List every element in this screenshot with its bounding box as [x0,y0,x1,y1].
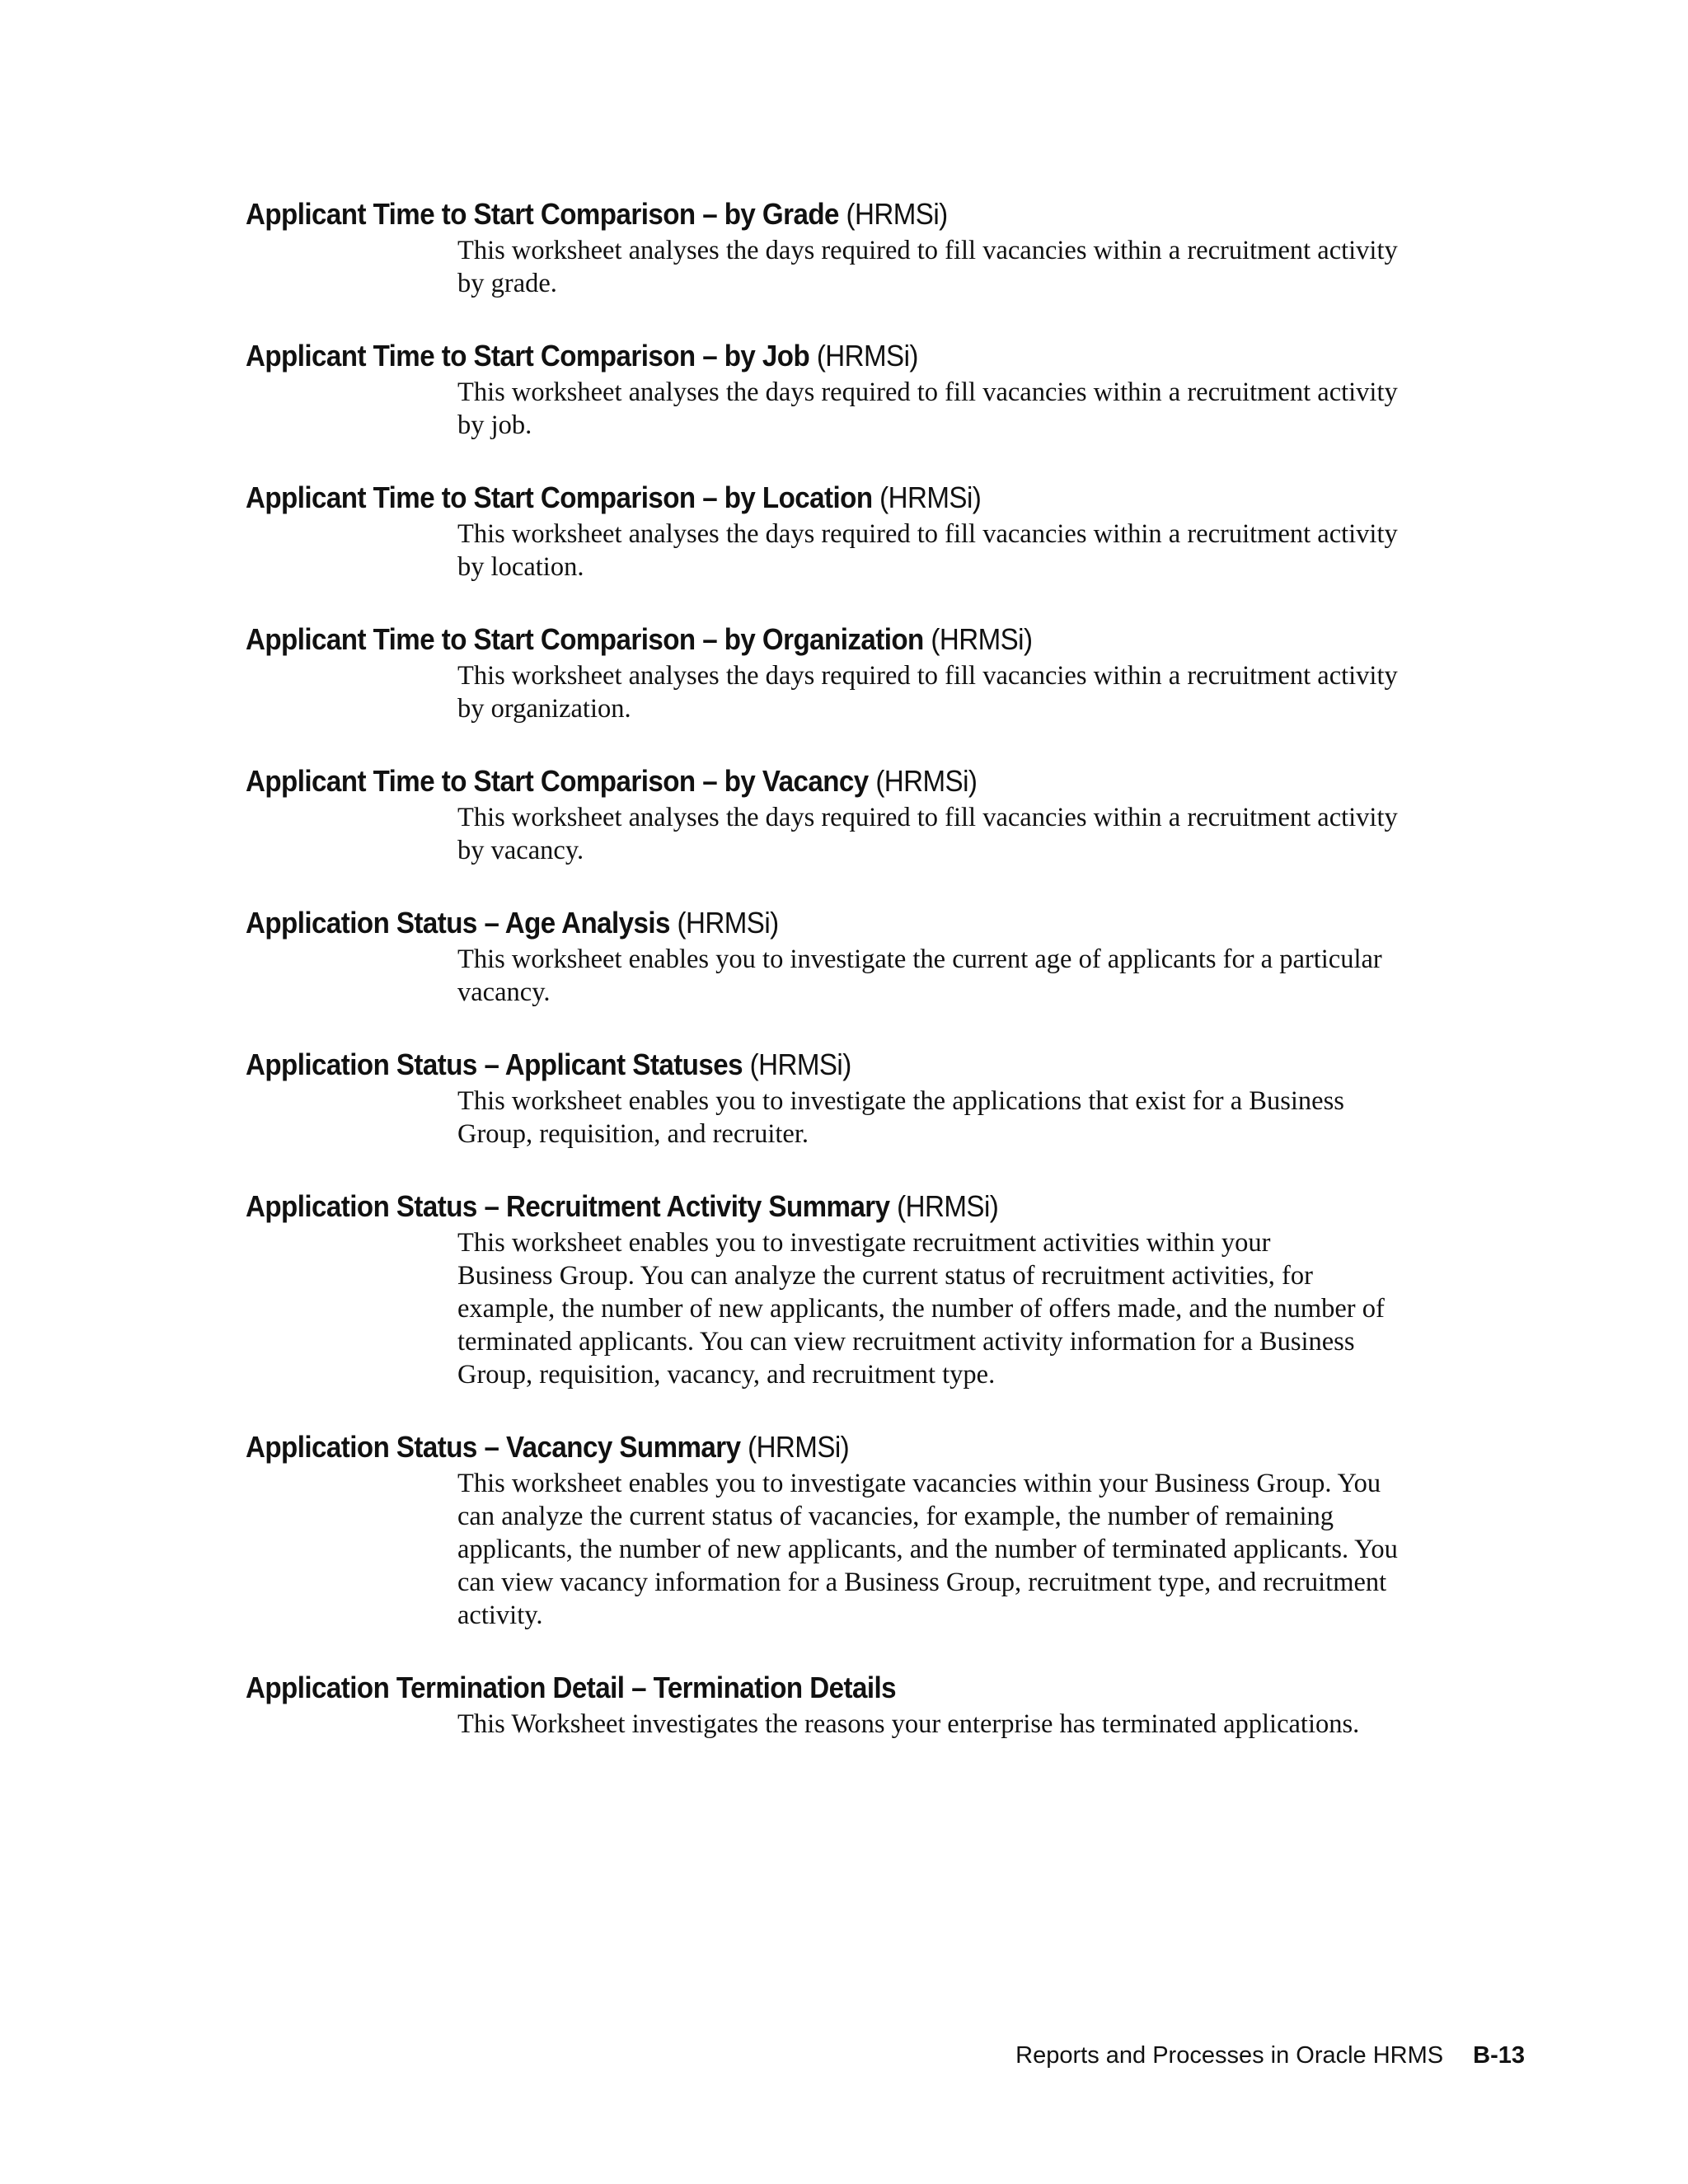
worksheet-title [246,903,1428,943]
worksheet-description [457,1226,1688,1391]
worksheet-tag: (HRMSi) [742,1047,851,1081]
worksheet-name: Application Status – Vacancy Summary [246,1430,741,1464]
worksheet-description [457,801,1688,867]
description-line: This worksheet enables you to investigate recruitment activities within your [457,1228,1271,1258]
worksheet-title [246,1668,1428,1708]
description-line: by job. [457,410,532,440]
description-line: This worksheet enables you to investigate the applications that exist for a Business [457,1086,1344,1116]
description-line: by grade. [457,269,557,298]
description-line: example, the number of new applicants, the number of offers made, and the number of [457,1294,1385,1324]
worksheet-description [457,659,1688,725]
worksheet-entry [246,1187,1531,1391]
worksheet-tag: (HRMSi) [868,764,978,798]
worksheet-name: Application Status – Applicant Statuses [246,1047,743,1081]
page-footer [1015,2041,1525,2070]
worksheet-name: Application Status – Age Analysis [246,906,670,940]
worksheet-entry [246,336,1531,442]
worksheet-title [246,336,1428,376]
worksheet-tag: (HRMSi) [872,480,982,514]
worksheet-list [246,194,1531,1777]
worksheet-title [246,194,1428,234]
description-line: Group, requisition, and recruiter. [457,1119,809,1149]
worksheet-title [246,1427,1428,1467]
worksheet-title [246,762,1428,801]
description-line: Group, requisition, vacancy, and recruitment type. [457,1360,996,1390]
description-line: applicants, the number of new applicants, and the number of terminated applicants. You [457,1535,1398,1564]
worksheet-name: Application Termination Detail – Termination Details [246,1671,897,1704]
description-line: can view vacancy information for a Business Group, recruitment type, and recruitment [457,1568,1387,1597]
worksheet-name: Application Status – Recruitment Activity Summary [246,1189,890,1223]
page-number: B-13 [1473,2042,1525,2069]
description-line: This Worksheet investigates the reasons your enterprise has terminated applications. [457,1709,1360,1739]
description-line: This worksheet analyses the days required to fill vacancies within a recruitment activity [457,377,1398,407]
worksheet-title [246,478,1428,518]
worksheet-name: Applicant Time to Start Comparison – by Organization [246,622,924,656]
description-line: This worksheet analyses the days required to fill vacancies within a recruitment activity [457,519,1398,549]
description-line: This worksheet enables you to investigate vacancies within your Business Group. You [457,1469,1381,1498]
worksheet-description [457,1467,1688,1632]
description-line: This worksheet enables you to investigate the current age of applicants for a particular [457,944,1382,974]
worksheet-entry [246,194,1531,300]
description-line: terminated applicants. You can view recruitment activity information for a Business [457,1327,1355,1357]
worksheet-tag: (HRMSi) [923,622,1033,656]
description-line: by location. [457,552,584,582]
worksheet-tag: (HRMSi) [838,197,948,231]
description-line: Business Group. You can analyze the current status of recruitment activities, for [457,1261,1313,1291]
worksheet-entry [246,762,1531,867]
worksheet-tag: (HRMSi) [669,906,779,940]
footer-section-title: Reports and Processes in Oracle HRMS [1015,2042,1444,2069]
worksheet-entry [246,1427,1531,1632]
description-line: vacancy. [457,977,551,1007]
worksheet-description [457,943,1688,1009]
description-line: can analyze the current status of vacancies, for example, the number of remaining [457,1502,1334,1531]
worksheet-description [457,376,1688,442]
worksheet-description [457,1708,1688,1741]
worksheet-tag: (HRMSi) [740,1430,850,1464]
worksheet-entry [246,1045,1531,1151]
worksheet-title [246,620,1428,659]
worksheet-entry [246,1668,1531,1741]
worksheet-name: Applicant Time to Start Comparison – by Grade [246,197,839,231]
worksheet-entry [246,903,1531,1009]
worksheet-name: Applicant Time to Start Comparison – by Vacancy [246,764,869,798]
worksheet-description [457,1085,1688,1151]
worksheet-tag: (HRMSi) [809,339,918,373]
worksheet-title [246,1045,1428,1085]
description-line: by vacancy. [457,836,584,865]
worksheet-title [246,1187,1428,1226]
description-line: This worksheet analyses the days required to fill vacancies within a recruitment activity [457,236,1398,265]
worksheet-name: Applicant Time to Start Comparison – by Job [246,339,810,373]
description-line: This worksheet analyses the days required to fill vacancies within a recruitment activity [457,803,1398,832]
description-line: by organization. [457,694,631,724]
worksheet-tag: (HRMSi) [889,1189,999,1223]
worksheet-entry [246,620,1531,725]
worksheet-description [457,518,1688,583]
description-line: This worksheet analyses the days required to fill vacancies within a recruitment activity [457,661,1398,691]
worksheet-description [457,234,1688,300]
description-line: activity. [457,1601,543,1630]
worksheet-name: Applicant Time to Start Comparison – by Location [246,480,873,514]
worksheet-entry [246,478,1531,583]
